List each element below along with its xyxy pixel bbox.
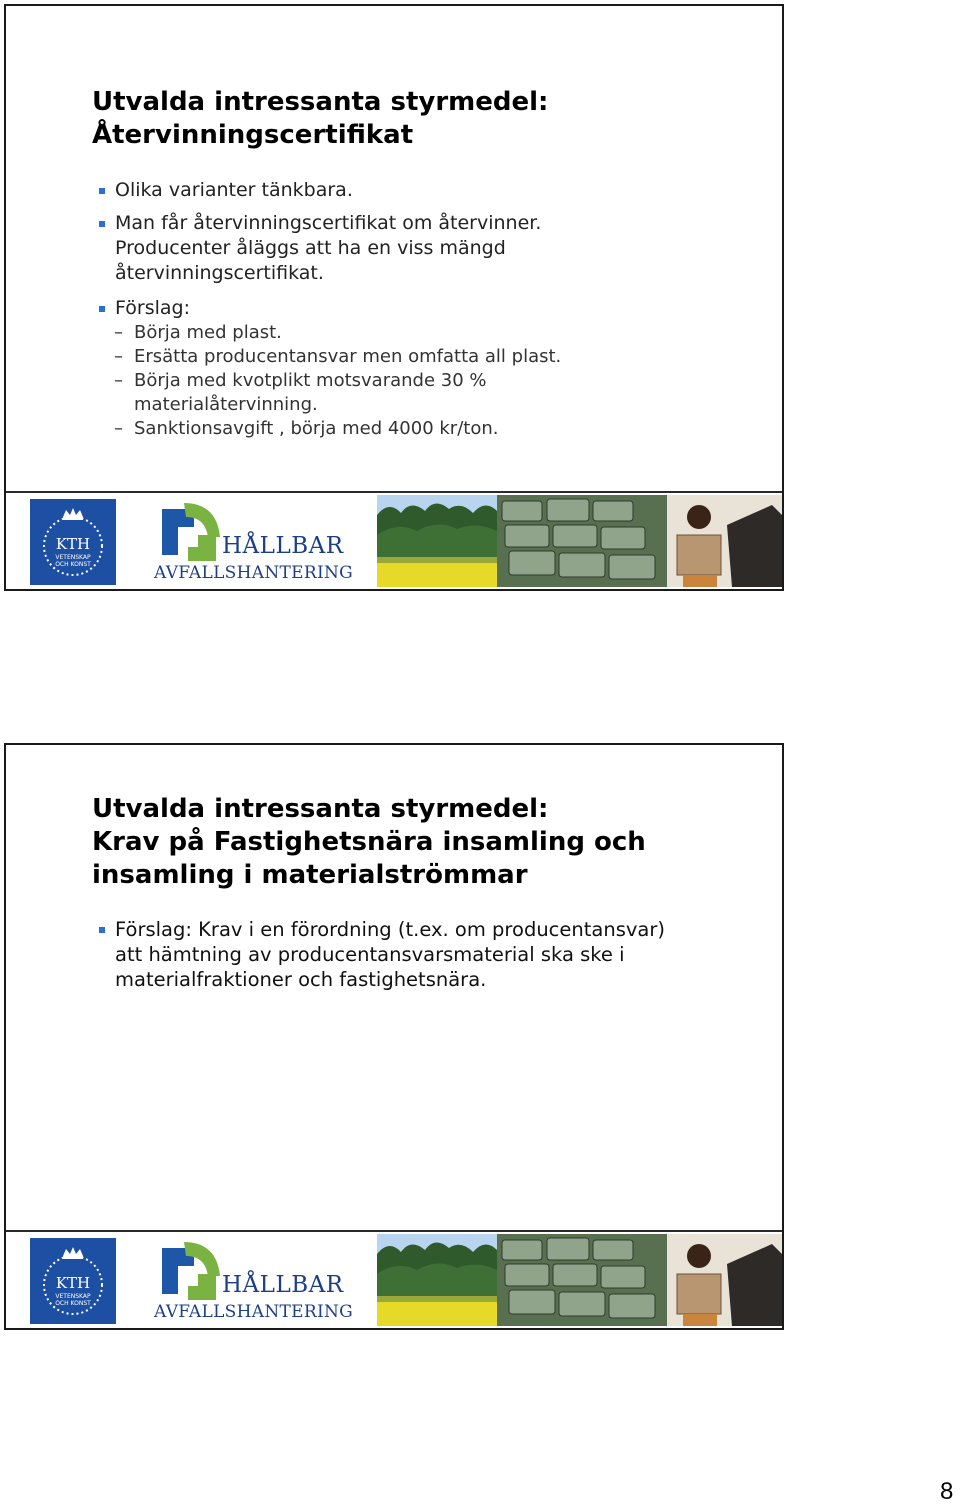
slide-title bbox=[92, 86, 548, 152]
title-line: insamling i materialströmmar bbox=[92, 860, 528, 890]
kth-logo-text: KTH bbox=[55, 1274, 91, 1292]
slide-body bbox=[96, 917, 736, 1002]
dash-icon: – bbox=[114, 418, 123, 439]
bullet-marker-icon bbox=[99, 927, 105, 933]
slide-footer bbox=[6, 491, 782, 589]
kth-logo-text: KTH bbox=[55, 535, 91, 553]
bullet-item bbox=[96, 211, 585, 286]
title-line: Utvalda intressanta styrmedel: bbox=[92, 87, 549, 117]
recycle-arrows-icon bbox=[154, 1242, 224, 1308]
sub-item bbox=[96, 345, 736, 369]
kth-logo-text: VETENSKAP bbox=[55, 554, 91, 561]
kth-logo bbox=[30, 499, 116, 585]
slide-body bbox=[96, 178, 736, 445]
logo-text: HÅLLBAR bbox=[222, 1272, 344, 1298]
kth-logo-text: OCH KONST bbox=[55, 561, 91, 568]
dash-icon: – bbox=[114, 370, 123, 391]
sub-item bbox=[96, 417, 736, 441]
logo-text: AVFALLSHANTERING bbox=[154, 1302, 354, 1322]
bullet-text: Man får återvinningscertifikat om återvinner. Producenter åläggs att ha en viss mängd återvinningscertifikat. bbox=[115, 212, 542, 284]
slide-title bbox=[92, 793, 646, 892]
recycle-arrows-icon bbox=[154, 503, 224, 569]
logo-text: HÅLLBAR bbox=[222, 533, 344, 559]
bullet-marker-icon bbox=[99, 306, 105, 312]
sub-item-text: Sanktionsavgift , börja med 4000 kr/ton. bbox=[134, 418, 499, 439]
kth-logo-text: OCH KONST bbox=[55, 1300, 91, 1307]
logo-text: AVFALLSHANTERING bbox=[154, 563, 354, 583]
slide-footer bbox=[6, 1230, 782, 1328]
header-photo-collage bbox=[377, 495, 782, 587]
dash-icon: – bbox=[114, 346, 123, 367]
bullet-text: Förslag: bbox=[115, 297, 190, 319]
dash-icon: – bbox=[114, 322, 123, 343]
sub-item-text: Börja med kvotplikt motsvarande 30 % materialåtervinning. bbox=[134, 370, 487, 415]
slide-1 bbox=[4, 4, 784, 591]
hallbar-avfallshantering-logo bbox=[154, 1242, 354, 1324]
hallbar-avfallshantering-logo bbox=[154, 503, 354, 585]
bullet-text: Förslag: Krav i en förordning (t.ex. om producentansvar) att hämtning av producentansvarsmaterial ska ske i materialfraktioner och fastighetsnära. bbox=[115, 918, 665, 991]
sub-item bbox=[96, 321, 736, 345]
bullet-marker-icon bbox=[99, 188, 105, 194]
slide-2 bbox=[4, 743, 784, 1330]
sub-item bbox=[96, 369, 554, 417]
kth-logo bbox=[30, 1238, 116, 1324]
title-line: Återvinningscertifikat bbox=[92, 120, 414, 150]
bullet-item bbox=[96, 178, 736, 203]
sub-item-text: Ersätta producentansvar men omfatta all plast. bbox=[134, 346, 562, 367]
sub-item-text: Börja med plast. bbox=[134, 322, 282, 343]
page-number: 8 bbox=[940, 1478, 954, 1505]
title-line: Krav på Fastighetsnära insamling och bbox=[92, 827, 646, 857]
bullet-item bbox=[96, 917, 690, 992]
title-line: Utvalda intressanta styrmedel: bbox=[92, 794, 549, 824]
bullet-item bbox=[96, 296, 736, 321]
bullet-marker-icon bbox=[99, 221, 105, 227]
header-photo-collage bbox=[377, 1234, 782, 1326]
kth-logo-text: VETENSKAP bbox=[55, 1293, 91, 1300]
bullet-text: Olika varianter tänkbara. bbox=[115, 179, 353, 201]
